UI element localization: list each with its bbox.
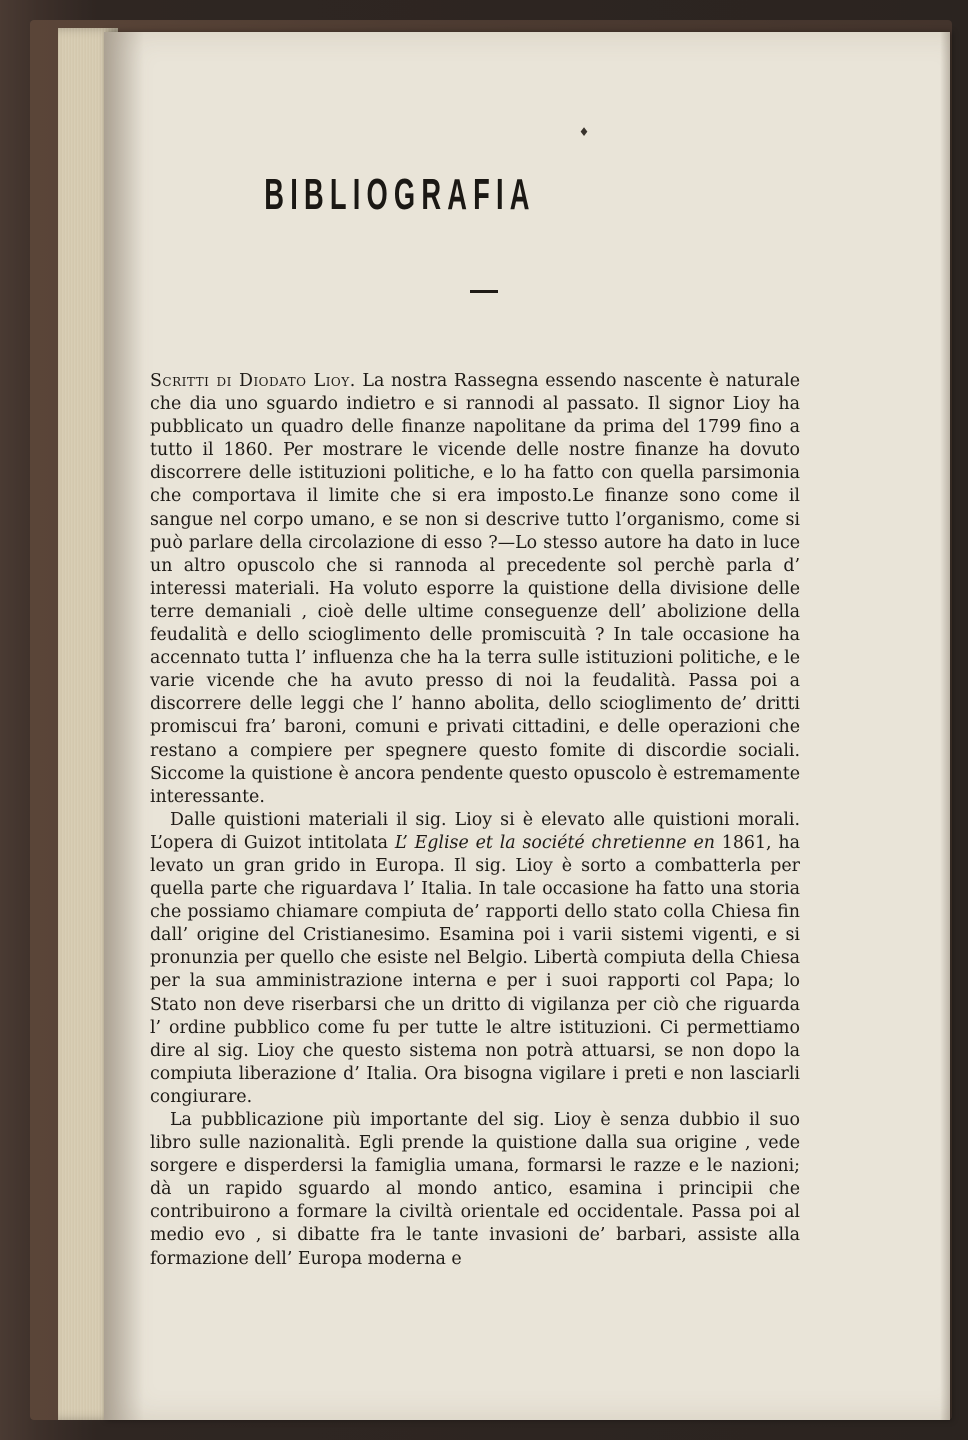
paragraph-2-pre: Dalle quistioni materiali il sig. Lioy si è elevato alle quistioni morali. L’opera di Guizot intitolata: [150, 809, 800, 853]
article-body: [150, 370, 800, 1271]
paragraph-1: [150, 370, 800, 809]
paragraph-3: [150, 1109, 800, 1271]
author-heading: Scritti di Diodato Lioy.: [150, 371, 356, 391]
paragraph-2-post: 1861, ha levato un gran grido in Europa. Il sig. Lioy è sorto a combatterla per quella parte che riguardava l’ Italia. In tale occasione ha fatto una storia che possiamo chiamare compiuta de’ rapporti dello stato colla Chiesa fin dall’ origine del Cristianesimo. Esamina poi i varii sistemi vigenti, e si pronunzia per quello che esiste nel Belgio. Libertà compiuta della Chiesa per la sua amministrazione interna e per i suoi rapporti col Papa; lo Stato non deve riserbarsi che un dritto di vigilanza per ciò che riguarda l’ ordine pubblico come fu per tutte le altre istituzioni. Ci permettiamo dire al sig. Lioy che questo sistema non potrà attuarsi, se non dopo la compiuta liberazione d’ Italia. Ora bisogna vigilare i preti e non lasciarli congiurare.: [150, 832, 800, 1107]
page-title: BIBLIOGRAFIA: [264, 170, 536, 219]
title-rule: [470, 290, 498, 293]
page-mark: ♦: [578, 125, 590, 139]
paragraph-2: [150, 809, 800, 1109]
paragraph-1-text: La nostra Rassegna essendo nascente è naturale che dia uno sguardo indietro e si rannodi al passato. Il signor Lioy ha pubblicato un quadro delle finanze napolitane da prima del 1799 fino a tutto il 1860. Per mostrare le vicende delle nostre finanze ha dovuto discorrere delle istituzioni politiche, e lo ha fatto con quella parsimonia che comportava il limite che si era imposto.Le finanze sono come il sangue nel corpo umano, e se non si descrive tutto l’organismo, come si può parlare della circolazione di esso ?—Lo stesso autore ha dato in luce un altro opuscolo che si rannoda al precedente sol perchè parla d’ interessi materiali. Ha voluto esporre la quistione della divisione delle terre demaniali , cioè delle ultime conseguenze dell’ abolizione della feudalità e dello scioglimento delle promiscuità ? In tale occasione ha accennato tutta l’ influenza che ha la terra sulle istituzioni politiche, e le varie vicende che ha avuto presso di noi la feudalità. Passa poi a discorrere delle leggi che l’ hanno abolita, dello scioglimento de’ dritti promiscui fra’ baroni, comuni e privati cittadini, e delle operazioni che restano a compiere per spegnere questo fomite di discordie sociali. Siccome la quistione è ancora pendente questo opuscolo è estremamente interessante.: [150, 371, 800, 807]
work-title: L’ Eglise et la société chretienne en: [394, 832, 715, 853]
paragraph-3-text: La pubblicazione più importante del sig. Lioy è senza dubbio il suo libro sulle nazionalità. Egli prende la quistione dalla sua origine , vede sorgere e disperdersi la famiglia umana, formarsi le razze e le nazioni; dà un rapido sguardo al mondo antico, esamina i principii che contribuirono a formare la civiltà orientale ed occidentale. Passa poi al medio evo , si dibatte fra le tante invasioni de’ barbari, assiste alla formazione dell’ Europa moderna e: [150, 1110, 800, 1269]
